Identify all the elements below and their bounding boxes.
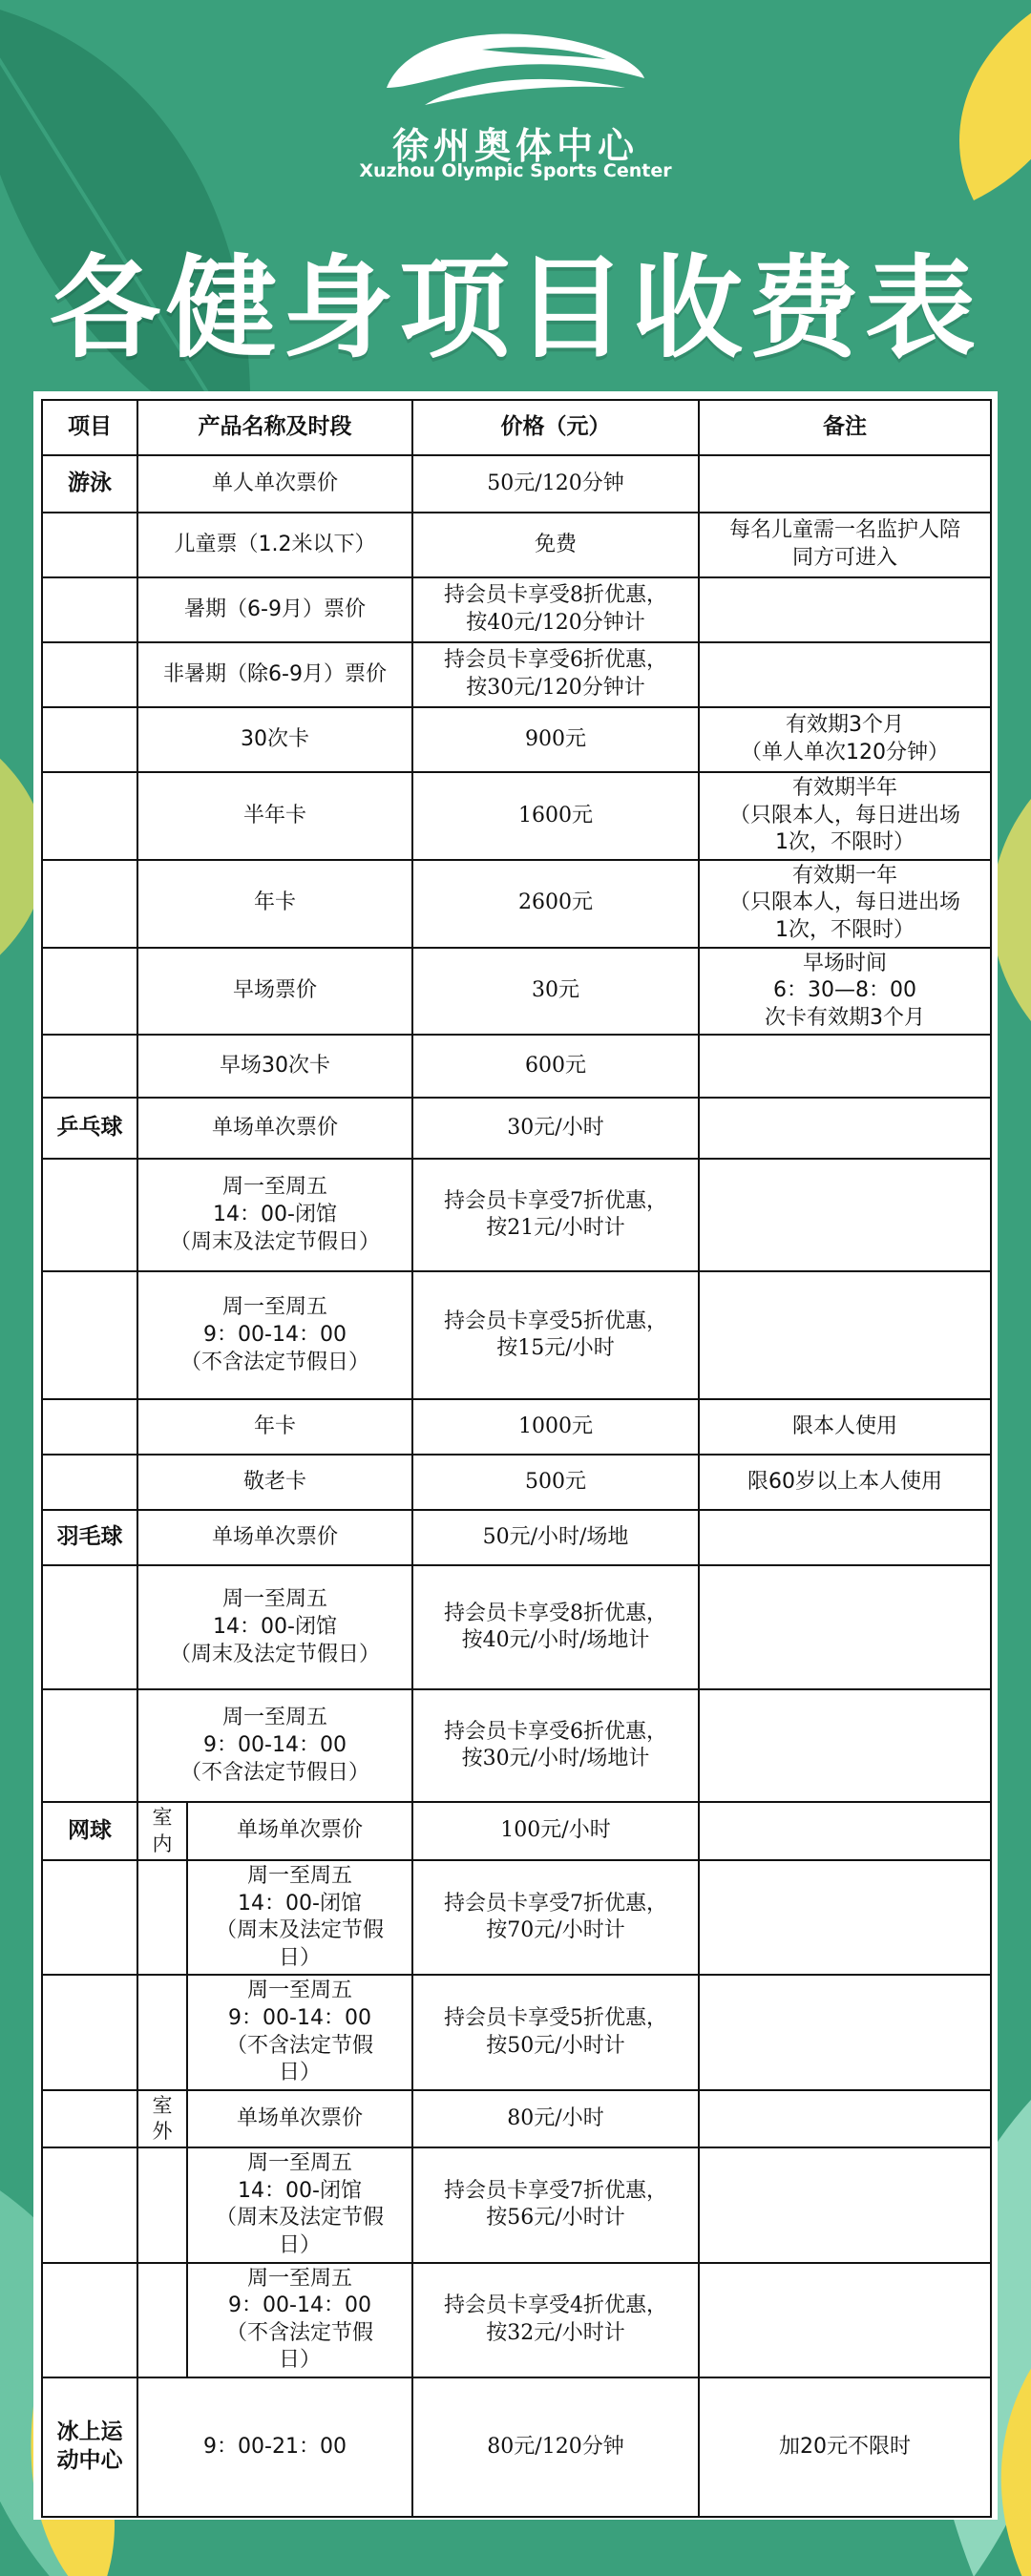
product-name-cell: 早场票价	[137, 948, 412, 1036]
product-name-cell: 周一至周五 14：00-闭馆 （周末及法定节假 日）	[187, 1860, 412, 1975]
price-cell: 持会员卡享受7折优惠， 按56元/小时计	[412, 2147, 699, 2262]
product-name-cell: 早场30次卡	[137, 1035, 412, 1098]
table-header-row	[42, 400, 991, 455]
product-name-cell: 周一至周五 9：00-14：00 （不含法定节假 日）	[187, 1975, 412, 2089]
table-row	[42, 1860, 991, 1975]
note-cell: 有效期一年 （只限本人，每日进出场 1次，不限时）	[699, 860, 991, 948]
subcategory-cell: 室 外	[137, 2090, 187, 2148]
table-row	[42, 455, 991, 513]
product-name-cell: 30次卡	[137, 707, 412, 772]
price-cell: 80元/120分钟	[412, 2377, 699, 2517]
table-row	[42, 2090, 991, 2148]
subcategory-cell	[137, 2147, 187, 2262]
product-name-cell: 儿童票（1.2米以下）	[137, 513, 412, 577]
category-cell	[42, 2263, 137, 2377]
product-name-cell: 半年卡	[137, 772, 412, 860]
category-cell: 游泳	[42, 455, 137, 513]
note-cell: 有效期3个月 （单人单次120分钟）	[699, 707, 991, 772]
table-row	[42, 860, 991, 948]
note-cell	[699, 1975, 991, 2089]
price-cell: 持会员卡享受8折优惠， 按40元/小时/场地计	[412, 1565, 699, 1689]
price-cell: 持会员卡享受5折优惠， 按15元/小时	[412, 1271, 699, 1399]
product-name-cell: 周一至周五 14：00-闭馆 （周末及法定节假日）	[137, 1565, 412, 1689]
category-cell	[42, 1860, 137, 1975]
price-cell: 600元	[412, 1035, 699, 1098]
table-row	[42, 1689, 991, 1802]
note-cell: 早场时间 6：30—8：00 次卡有效期3个月	[699, 948, 991, 1036]
page-title: 各健身项目收费表	[50, 243, 981, 373]
price-cell: 持会员卡享受6折优惠， 按30元/120分钟计	[412, 642, 699, 707]
product-name-cell: 非暑期（除6-9月）票价	[137, 642, 412, 707]
table-row	[42, 2263, 991, 2377]
table-row	[42, 1271, 991, 1399]
note-cell: 限60岁以上本人使用	[699, 1455, 991, 1510]
table-row	[42, 2147, 991, 2262]
category-cell	[42, 772, 137, 860]
header	[0, 0, 1031, 382]
product-name-cell: 周一至周五 9：00-14：00 （不含法定节假日）	[137, 1271, 412, 1399]
price-cell: 30元/小时	[412, 1098, 699, 1159]
category-cell	[42, 2147, 137, 2262]
category-cell	[42, 1689, 137, 1802]
column-header: 价格（元）	[412, 400, 699, 455]
note-cell: 加20元不限时	[699, 2377, 991, 2517]
product-name-cell: 周一至周五 9：00-14：00 （不含法定节假 日）	[187, 2263, 412, 2377]
category-cell	[42, 707, 137, 772]
price-cell: 持会员卡享受7折优惠， 按21元/小时计	[412, 1159, 699, 1271]
note-cell	[699, 1565, 991, 1689]
fee-table	[41, 399, 992, 2518]
category-cell: 冰上运 动中心	[42, 2377, 137, 2517]
xuzhou-olympic-logo-icon	[368, 21, 654, 116]
subcategory-cell	[137, 1975, 187, 2089]
column-header: 备注	[699, 400, 991, 455]
category-cell	[42, 1159, 137, 1271]
table-row	[42, 1098, 991, 1159]
category-cell: 乒乓球	[42, 1098, 137, 1159]
note-cell	[699, 1802, 991, 1860]
table-row	[42, 1455, 991, 1510]
product-name-cell: 单场单次票价	[187, 2090, 412, 2148]
note-cell	[699, 1860, 991, 1975]
product-name-cell: 周一至周五 14：00-闭馆 （周末及法定节假日）	[137, 1159, 412, 1271]
product-name-cell: 暑期（6-9月）票价	[137, 577, 412, 642]
table-row	[42, 1159, 991, 1271]
product-name-cell: 年卡	[137, 1399, 412, 1455]
note-cell	[699, 1271, 991, 1399]
category-cell	[42, 577, 137, 642]
table-row	[42, 1510, 991, 1565]
product-name-cell: 周一至周五 9：00-14：00 （不含法定节假日）	[137, 1689, 412, 1802]
fee-table-panel	[33, 391, 998, 2520]
note-cell: 每名儿童需一名监护人陪 同方可进入	[699, 513, 991, 577]
note-cell	[699, 1689, 991, 1802]
category-cell	[42, 1399, 137, 1455]
product-name-cell: 单人单次票价	[137, 455, 412, 513]
table-row	[42, 513, 991, 577]
table-row	[42, 1035, 991, 1098]
category-cell	[42, 1565, 137, 1689]
subcategory-cell	[137, 2263, 187, 2377]
note-cell	[699, 1035, 991, 1098]
note-cell	[699, 455, 991, 513]
note-cell	[699, 2263, 991, 2377]
category-cell	[42, 1975, 137, 2089]
table-row	[42, 772, 991, 860]
category-cell	[42, 1455, 137, 1510]
price-cell: 持会员卡享受7折优惠， 按70元/小时计	[412, 1860, 699, 1975]
column-header: 项目	[42, 400, 137, 455]
column-header: 产品名称及时段	[137, 400, 412, 455]
note-cell	[699, 1098, 991, 1159]
price-cell: 免费	[412, 513, 699, 577]
table-row	[42, 577, 991, 642]
price-cell: 持会员卡享受8折优惠， 按40元/120分钟计	[412, 577, 699, 642]
note-cell	[699, 2090, 991, 2148]
price-cell: 500元	[412, 1455, 699, 1510]
category-cell	[42, 1271, 137, 1399]
table-row	[42, 1802, 991, 1860]
note-cell	[699, 2147, 991, 2262]
price-cell: 50元/小时/场地	[412, 1510, 699, 1565]
category-cell	[42, 642, 137, 707]
table-row	[42, 1565, 991, 1689]
price-cell: 900元	[412, 707, 699, 772]
price-cell: 持会员卡享受6折优惠， 按30元/小时/场地计	[412, 1689, 699, 1802]
table-row	[42, 707, 991, 772]
category-cell: 网球	[42, 1802, 137, 1860]
product-name-cell: 单场单次票价	[137, 1098, 412, 1159]
product-name-cell: 敬老卡	[137, 1455, 412, 1510]
table-row	[42, 948, 991, 1036]
category-cell	[42, 1035, 137, 1098]
note-cell	[699, 1159, 991, 1271]
product-name-cell: 年卡	[137, 860, 412, 948]
product-name-cell: 单场单次票价	[137, 1510, 412, 1565]
note-cell: 有效期半年 （只限本人，每日进出场 1次，不限时）	[699, 772, 991, 860]
note-cell	[699, 1510, 991, 1565]
logo-chinese-name: 徐州奥体中心	[391, 125, 639, 167]
price-cell: 80元/小时	[412, 2090, 699, 2148]
note-cell	[699, 642, 991, 707]
product-name-cell: 9：00-21：00	[137, 2377, 412, 2517]
price-cell: 50元/120分钟	[412, 455, 699, 513]
category-cell: 羽毛球	[42, 1510, 137, 1565]
logo-english-name: Xuzhou Olympic Sports Center	[359, 160, 672, 181]
product-name-cell: 单场单次票价	[187, 1802, 412, 1860]
price-cell: 100元/小时	[412, 1802, 699, 1860]
price-cell: 2600元	[412, 860, 699, 948]
subcategory-cell: 室 内	[137, 1802, 187, 1860]
price-cell: 1600元	[412, 772, 699, 860]
category-cell	[42, 860, 137, 948]
product-name-cell: 周一至周五 14：00-闭馆 （周末及法定节假 日）	[187, 2147, 412, 2262]
table-row	[42, 2377, 991, 2517]
note-cell: 限本人使用	[699, 1399, 991, 1455]
table-row	[42, 1975, 991, 2089]
category-cell	[42, 2090, 137, 2148]
category-cell	[42, 948, 137, 1036]
price-cell: 30元	[412, 948, 699, 1036]
table-row	[42, 642, 991, 707]
category-cell	[42, 513, 137, 577]
price-cell: 持会员卡享受4折优惠， 按32元/小时计	[412, 2263, 699, 2377]
subcategory-cell	[137, 1860, 187, 1975]
table-row	[42, 1399, 991, 1455]
price-cell: 持会员卡享受5折优惠， 按50元/小时计	[412, 1975, 699, 2089]
price-cell: 1000元	[412, 1399, 699, 1455]
note-cell	[699, 577, 991, 642]
